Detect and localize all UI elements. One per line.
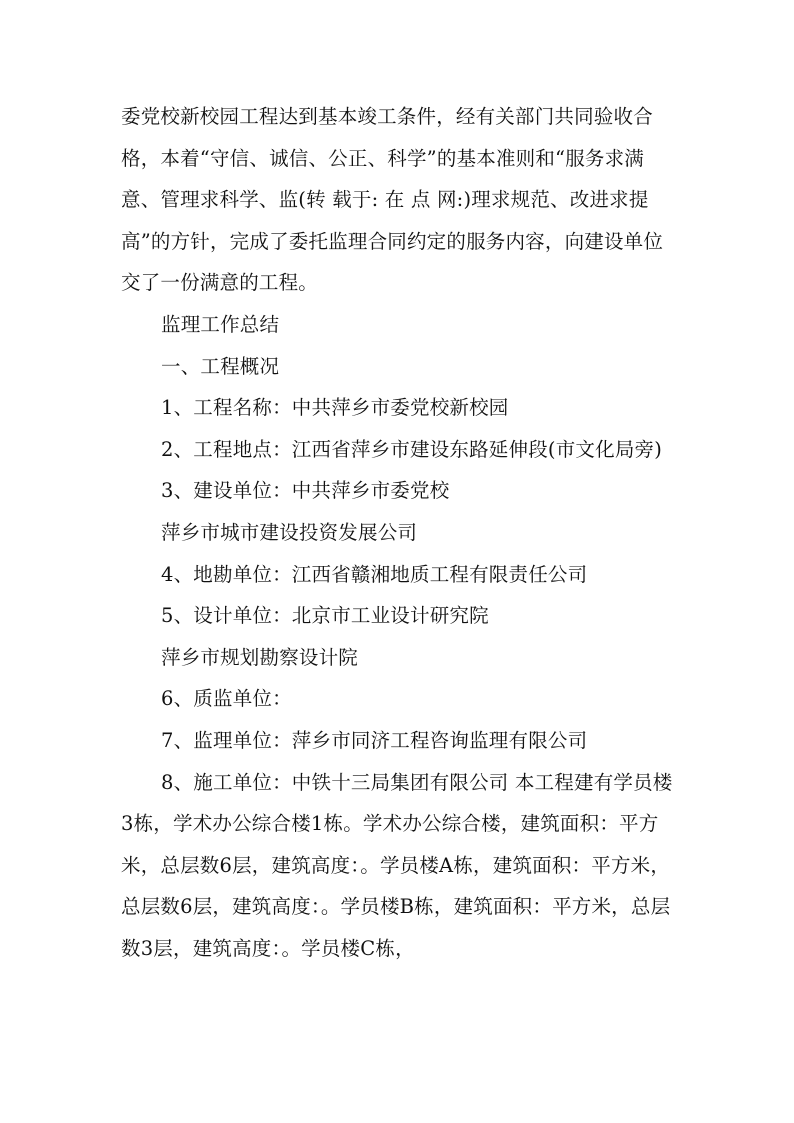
paragraph-intro: 委党校新校园工程达到基本竣工条件，经有关部门共同验收合格，本着“守信、诚信、公正、科学”的基本准则和“服务求满意、管理求科学、监(转 载于: 在 点 网:)理求规范、改进求提高”的方针，完成了委托监理合同约定的服务内容，向建设单位交了一份满意的工程。 bbox=[121, 105, 664, 295]
construction-unit-secondary: 萍乡市城市建设投资发展公司 bbox=[161, 520, 418, 544]
project-name: 1、工程名称：中共萍乡市委党校新校园 bbox=[161, 396, 509, 420]
design-unit-secondary: 萍乡市规划勘察设计院 bbox=[161, 645, 359, 669]
design-unit: 5、设计单位：北京市工业设计研究院 bbox=[161, 604, 489, 628]
survey-unit: 4、地勘单位：江西省赣湘地质工程有限责任公司 bbox=[161, 562, 588, 586]
supervision-unit: 7、监理单位：萍乡市同济工程咨询监理有限公司 bbox=[161, 728, 588, 752]
construction-unit: 3、建设单位：中共萍乡市委党校 bbox=[161, 479, 450, 503]
section-heading-overview: 一、工程概况 bbox=[161, 354, 280, 378]
contractor-and-overview: 8、施工单位：中铁十三局集团有限公司 本工程建有学员楼3栋，学术办公综合楼1栋。学术办公综合楼，建筑面积：平方米，总层数6层，建筑高度：。学员楼A栋，建筑面积：平方米，总层数6层，建筑高度：。学员楼B栋，建筑面积：平方米，总层数3层，建筑高度：。学员楼C栋， bbox=[121, 770, 673, 960]
quality-supervision-unit: 6、质监单位： bbox=[161, 687, 292, 711]
document-body bbox=[121, 96, 681, 969]
project-location: 2、工程地点：江西省萍乡市建设东路延伸段(市文化局旁) bbox=[161, 437, 663, 461]
section-title: 监理工作总结 bbox=[161, 312, 280, 336]
